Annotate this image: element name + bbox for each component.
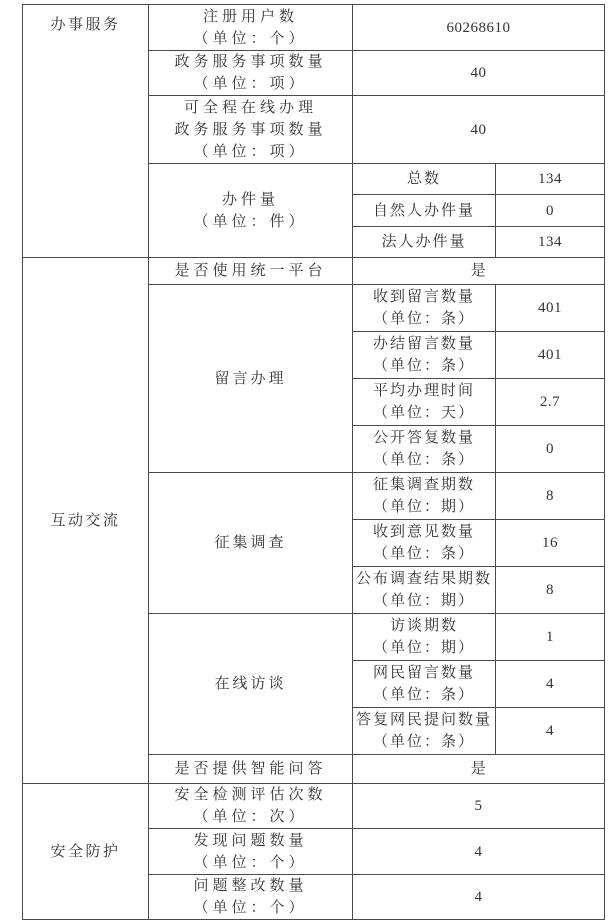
registered-users-cell	[149, 5, 353, 51]
completed-messages-label: 办结留言数量	[372, 336, 475, 352]
service-items-value: 40	[353, 51, 605, 96]
security-checks-unit: （单位：次）	[193, 809, 308, 825]
survey-results-value: 8	[496, 567, 605, 614]
interview-periods-label: 访谈期数	[389, 618, 458, 634]
problems-rectified-cell	[149, 875, 353, 920]
survey-periods-value: 8	[496, 473, 605, 520]
category-interaction: 互动交流	[23, 258, 149, 784]
opinions-received-cell	[353, 520, 496, 567]
interview-periods-value: 1	[496, 614, 605, 661]
registered-users-value: 60268610	[353, 5, 605, 51]
avg-handling-time-cell	[353, 379, 496, 426]
table-row	[23, 258, 605, 285]
problems-rectified-unit: （单位：个）	[193, 900, 308, 916]
received-messages-value: 401	[496, 285, 605, 332]
service-items-cell	[149, 51, 353, 96]
avg-handling-time-unit: （单位：天）	[372, 405, 475, 421]
interview-group-label: 在线访谈	[149, 614, 353, 755]
table-row	[23, 784, 605, 829]
case-volume-group-unit: （单位：件）	[193, 213, 308, 230]
avg-handling-time-label: 平均办理时间	[372, 383, 475, 399]
online-service-items-label-2: 政务服务事项数量	[174, 121, 327, 138]
case-volume-natural-person-label: 自然人办件量	[353, 195, 496, 227]
avg-handling-time-value: 2.7	[496, 379, 605, 426]
service-items-label: 政务服务事项数量	[174, 54, 327, 70]
unified-platform-value: 是	[353, 258, 605, 285]
public-replies-cell	[353, 426, 496, 473]
problems-rectified-label: 问题整改数量	[193, 878, 308, 894]
survey-periods-unit: （单位：期）	[372, 499, 475, 515]
online-service-items-label-1: 可全程在线办理	[183, 99, 317, 116]
message-handling-group-label: 留言办理	[149, 285, 353, 473]
received-messages-cell	[353, 285, 496, 332]
case-volume-group-cell	[149, 164, 353, 258]
problems-found-value: 4	[353, 829, 605, 875]
security-checks-cell	[149, 784, 353, 829]
completed-messages-cell	[353, 332, 496, 379]
netizen-messages-value: 4	[496, 661, 605, 708]
service-items-unit: （单位：项）	[193, 76, 308, 92]
opinions-received-label: 收到意见数量	[372, 524, 475, 540]
category-office-services: 办事服务	[23, 5, 149, 258]
netizen-messages-unit: （单位：条）	[372, 687, 475, 703]
security-checks-label: 安全检测评估次数	[174, 787, 327, 803]
case-volume-natural-person-value: 0	[496, 195, 605, 227]
case-volume-total-label: 总数	[353, 164, 496, 195]
completed-messages-unit: （单位：条）	[372, 358, 475, 374]
online-service-items-value: 40	[353, 96, 605, 164]
online-service-items-unit: （单位：项）	[193, 143, 308, 160]
received-messages-unit: （单位：条）	[372, 311, 475, 327]
received-messages-label: 收到留言数量	[372, 289, 475, 305]
netizen-messages-label: 网民留言数量	[372, 665, 475, 681]
table-row	[23, 5, 605, 51]
problems-rectified-value: 4	[353, 875, 605, 920]
registered-users-label: 注册用户数	[202, 8, 298, 25]
opinions-received-unit: （单位：条）	[372, 546, 475, 562]
online-service-items-cell	[149, 96, 353, 164]
category-security: 安全防护	[23, 784, 149, 920]
netizen-replies-value: 4	[496, 708, 605, 755]
case-volume-total-value: 134	[496, 164, 605, 195]
opinions-received-value: 16	[496, 520, 605, 567]
statistics-table	[22, 4, 605, 920]
interview-periods-unit: （单位：期）	[372, 640, 475, 656]
problems-found-label: 发现问题数量	[193, 832, 308, 849]
unified-platform-label: 是否使用统一平台	[149, 258, 353, 285]
completed-messages-value: 401	[496, 332, 605, 379]
netizen-messages-cell	[353, 661, 496, 708]
interview-periods-cell	[353, 614, 496, 661]
survey-periods-label: 征集调查期数	[372, 477, 475, 493]
survey-results-cell	[353, 567, 496, 614]
public-replies-label: 公开答复数量	[372, 430, 475, 446]
problems-found-unit: （单位：个）	[193, 854, 308, 871]
survey-results-label: 公布调查结果期数	[355, 571, 492, 587]
survey-results-unit: （单位：期）	[372, 593, 475, 609]
survey-group-label: 征集调查	[149, 473, 353, 614]
problems-found-cell	[149, 829, 353, 875]
netizen-replies-cell	[353, 708, 496, 755]
public-replies-value: 0	[496, 426, 605, 473]
smart-qa-label: 是否提供智能问答	[149, 755, 353, 784]
netizen-replies-unit: （单位：条）	[372, 734, 475, 750]
registered-users-unit: （单位：个）	[193, 30, 308, 47]
survey-periods-cell	[353, 473, 496, 520]
smart-qa-value: 是	[353, 755, 605, 784]
case-volume-legal-person-value: 134	[496, 227, 605, 258]
security-checks-value: 5	[353, 784, 605, 829]
case-volume-group-label: 办件量	[221, 191, 279, 208]
netizen-replies-label: 答复网民提问数量	[355, 712, 492, 728]
case-volume-legal-person-label: 法人办件量	[353, 227, 496, 258]
public-replies-unit: （单位：条）	[372, 452, 475, 468]
